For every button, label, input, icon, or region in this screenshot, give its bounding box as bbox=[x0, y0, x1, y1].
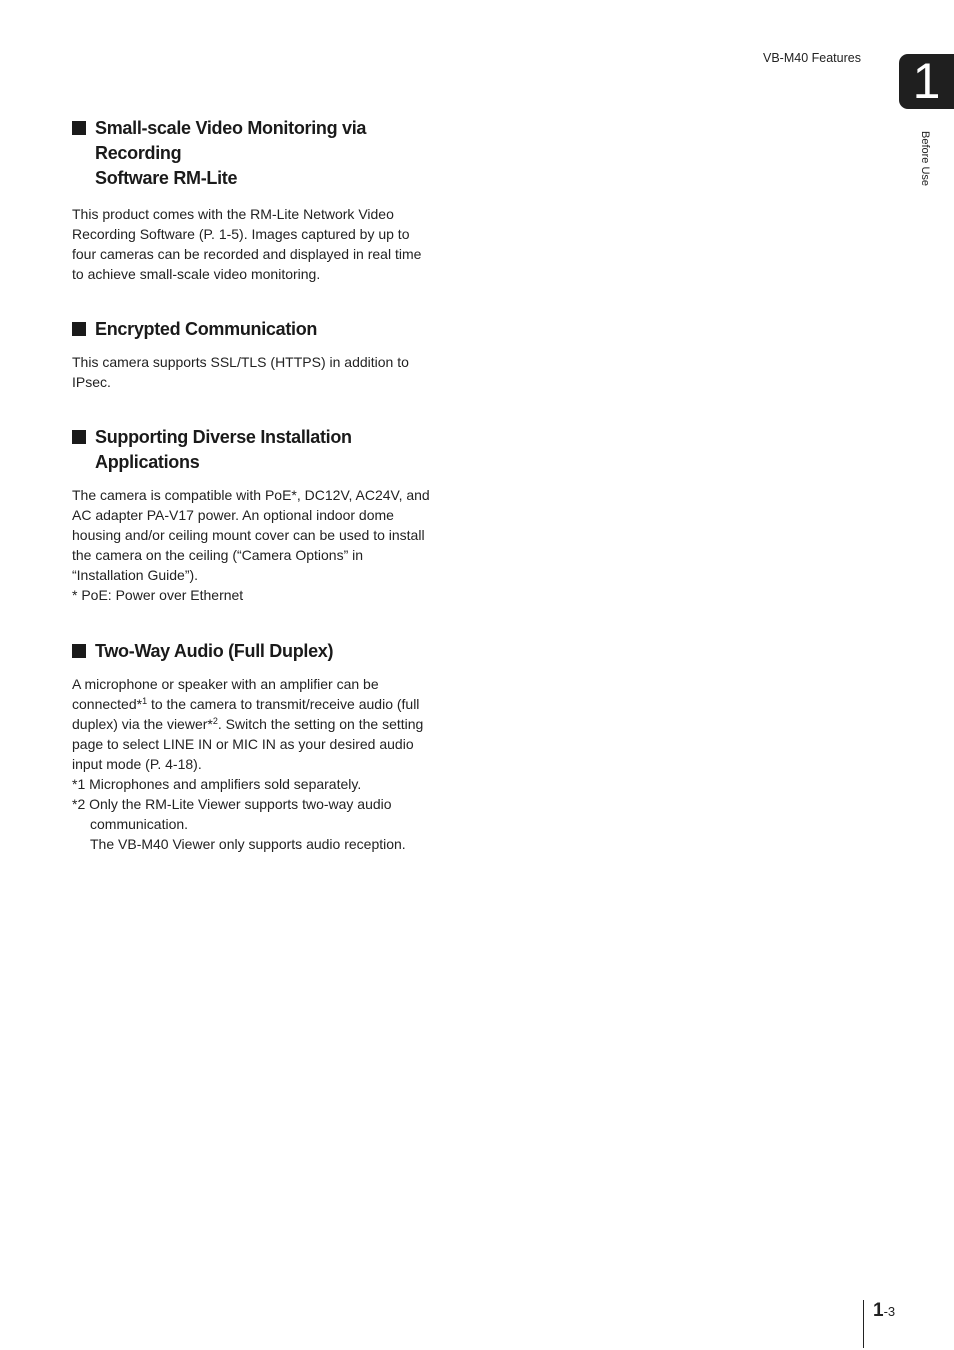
body-line: housing and/or ceiling mount cover can be used to install bbox=[72, 527, 425, 543]
footnote: *1 Microphones and amplifiers sold separately. bbox=[72, 776, 362, 792]
page-number bbox=[863, 1300, 895, 1348]
body-line: This product comes with the RM-Lite Network Video bbox=[72, 206, 394, 222]
body-line: A microphone or speaker with an amplifier can be bbox=[72, 676, 379, 692]
section-body bbox=[72, 674, 447, 854]
heading-line: Two-Way Audio (Full Duplex) bbox=[95, 641, 334, 661]
body-line: This camera supports SSL/TLS (HTTPS) in addition to bbox=[72, 354, 409, 370]
section-two-way-audio bbox=[72, 639, 447, 854]
footnote: * PoE: Power over Ethernet bbox=[72, 587, 244, 603]
body-line: input mode (P. 4-18). bbox=[72, 756, 202, 772]
section-body bbox=[72, 485, 447, 605]
main-content bbox=[72, 116, 447, 854]
page-chapter: 1 bbox=[873, 1300, 884, 1321]
body-line: IPsec. bbox=[72, 374, 111, 390]
section-heading bbox=[72, 639, 447, 664]
body-line: page to select LINE IN or MIC IN as your desired audio bbox=[72, 736, 414, 752]
body-line: Recording Software (P. 1-5). Images captured by up to bbox=[72, 226, 410, 242]
body-line: to achieve small-scale video monitoring. bbox=[72, 266, 321, 282]
section-encrypted bbox=[72, 317, 447, 392]
heading-line: Software RM-Lite bbox=[95, 168, 238, 188]
footnote-ref: 2 bbox=[212, 716, 218, 726]
section-body bbox=[72, 352, 447, 392]
section-heading bbox=[72, 317, 447, 342]
heading-line: Supporting Diverse Installation Applications bbox=[95, 427, 352, 472]
square-bullet-icon bbox=[72, 121, 86, 135]
page-suffix: -3 bbox=[883, 1304, 896, 1319]
section-heading bbox=[72, 116, 447, 191]
body-line: duplex) via the viewer*$^2$. Switch the setting on the setting bbox=[72, 716, 424, 732]
side-label: Before Use bbox=[919, 131, 931, 187]
footnote-ref: 1 bbox=[142, 696, 148, 706]
body-line: The camera is compatible with PoE*, DC12V, AC24V, and bbox=[72, 487, 430, 503]
footnote-continuation: The VB-M40 Viewer only supports audio reception. bbox=[90, 836, 406, 852]
square-bullet-icon bbox=[72, 430, 86, 444]
body-line: “Installation Guide”). bbox=[72, 567, 199, 583]
footnote-continuation: communication. bbox=[90, 816, 189, 832]
body-line: AC adapter PA-V17 power. An optional indoor dome bbox=[72, 507, 394, 523]
body-line: connected*$^1$ to the camera to transmit/receive audio (full bbox=[72, 696, 420, 712]
square-bullet-icon bbox=[72, 644, 86, 658]
heading-line: Small-scale Video Monitoring via Recording bbox=[95, 118, 367, 163]
running-head: VB-M40 Features bbox=[763, 51, 861, 65]
chapter-tab: 1 bbox=[899, 54, 954, 109]
section-heading bbox=[72, 425, 447, 475]
body-line: the camera on the ceiling (“Camera Options” in bbox=[72, 547, 364, 563]
section-installation bbox=[72, 425, 447, 605]
heading-line: Encrypted Communication bbox=[95, 319, 318, 339]
square-bullet-icon bbox=[72, 322, 86, 336]
section-rm-lite bbox=[72, 116, 447, 284]
section-body bbox=[72, 204, 447, 284]
body-line: four cameras can be recorded and displayed in real time bbox=[72, 246, 422, 262]
footnote: *2 Only the RM-Lite Viewer supports two-way audio bbox=[72, 796, 392, 812]
